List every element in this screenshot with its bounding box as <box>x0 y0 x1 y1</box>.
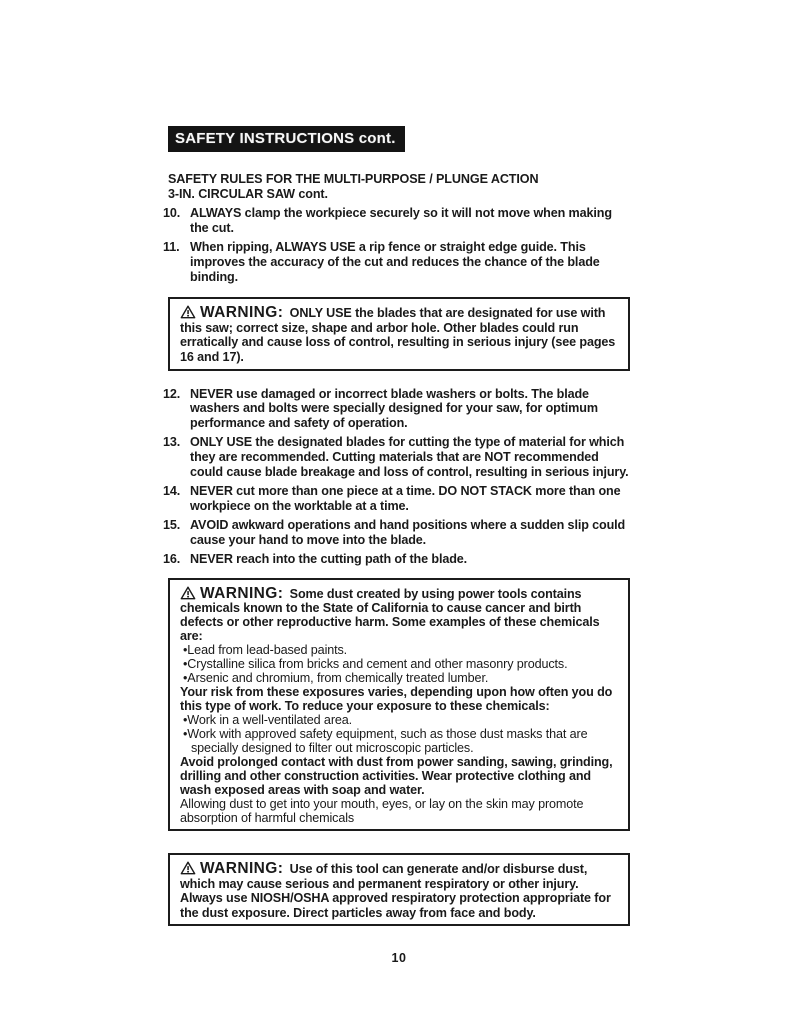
page-content <box>163 126 630 966</box>
rule-text: NEVER reach into the cutting path of the blade. <box>190 552 468 567</box>
warning-dust-paragraphs <box>180 643 620 825</box>
warning-triangle-icon <box>180 586 196 601</box>
warning-label: WARNING: <box>200 304 284 322</box>
section-title-line2: 3-IN. CIRCULAR SAW cont. <box>168 186 328 201</box>
warning-paragraph: • Arsenic and chromium, from chemically treated lumber. <box>180 671 620 685</box>
warning-box-dust <box>168 578 630 831</box>
rule-text: ONLY USE the designated blades for cutting the type of material for which they are recommended. Cutting materials that are NOT recommended could cause blade breakage and loss of control, resulting in serious injury. <box>190 435 629 479</box>
rule-item <box>163 518 630 547</box>
rule-text: NEVER use damaged or incorrect blade washers or bolts. The blade washers and bolts were specially designed for your saw, for optimum performance and safety of operation. <box>190 386 598 430</box>
rule-number: 10. <box>163 206 181 221</box>
rules-list-lower <box>163 387 630 568</box>
section-title-line1: SAFETY RULES FOR THE MULTI-PURPOSE / PLUNGE ACTION <box>168 172 539 186</box>
warning-lead-paragraph <box>180 586 620 643</box>
warning-paragraph: • Work in a well-ventilated area. <box>180 713 620 727</box>
rule-item <box>163 435 630 479</box>
section-banner: SAFETY INSTRUCTIONS cont. <box>168 126 405 152</box>
warning-paragraph: • Work with approved safety equipment, such as those dust masks that are specially designed to filter out microscopic particles. <box>180 727 620 755</box>
warning-paragraph: • Crystalline silica from bricks and cement and other masonry products. <box>180 657 620 671</box>
page-number: 10 <box>391 951 407 966</box>
warning-triangle-icon <box>180 305 196 321</box>
warning-label: WARNING: <box>200 860 284 878</box>
rule-item <box>163 552 630 567</box>
warning-paragraph: Avoid prolonged contact with dust from power sanding, sawing, grinding, drilling and other construction activities. Wear protective clothing and wash exposed areas with soap and water. <box>180 755 613 798</box>
warning-paragraph <box>180 861 620 920</box>
section-title <box>168 172 630 201</box>
rule-item <box>163 240 630 284</box>
rule-text: When ripping, ALWAYS USE a rip fence or straight edge guide. This improves the accuracy of the cut and reduces the chance of the blade binding. <box>190 240 600 284</box>
rule-item <box>163 206 630 235</box>
rule-number: 12. <box>163 386 181 401</box>
rule-text: AVOID awkward operations and hand positions where a sudden slip could cause your hand to move into the blade. <box>190 518 626 547</box>
rule-text: ALWAYS clamp the workpiece securely so it will not move when making the cut. <box>190 206 612 235</box>
rule-number: 11. <box>163 240 180 255</box>
warning-box-respiratory <box>168 853 630 926</box>
warning-box-blades <box>168 297 630 370</box>
rules-list-upper <box>163 206 630 284</box>
rule-text: NEVER cut more than one piece at a time. DO NOT STACK more than one workpiece on the worktable at a time. <box>190 484 621 513</box>
warning-lead-text: Some dust created by using power tools contains chemicals known to the State of California to cause cancer and birth defects or other reproductive harm. Some examples of these chemicals are: <box>180 587 600 644</box>
rule-item <box>163 387 630 431</box>
rule-number: 13. <box>163 435 181 450</box>
warning-paragraph: • Lead from lead-based paints. <box>180 643 620 657</box>
warning-paragraph: Your risk from these exposures varies, depending upon how often you do this type of work. To reduce your exposure to these chemicals: <box>180 685 613 714</box>
warning-label: WARNING: <box>200 585 284 603</box>
rule-number: 15. <box>163 518 181 533</box>
rule-number: 16. <box>163 552 181 567</box>
warning-paragraph: Allowing dust to get into your mouth, eyes, or lay on the skin may promote absorption of harmful chemicals <box>180 797 584 826</box>
rule-item <box>163 484 630 513</box>
warning-text: Use of this tool can generate and/or disburse dust, which may cause serious and permanent respiratory or other injury. Always use NIOSH/OSHA approved respiratory protection appropriate for the dust exposure. Direct particles away from face and body. <box>180 862 611 920</box>
warning-paragraph <box>180 305 620 364</box>
warning-triangle-icon <box>180 861 196 877</box>
rule-number: 14. <box>163 484 181 499</box>
warning-text: ONLY USE the blades that are designated for use with this saw; correct size, shape and arbor hole. Other blades could run erratically and cause loss of control, resulting in serious injury (see pages 16 and 17). <box>180 306 616 364</box>
